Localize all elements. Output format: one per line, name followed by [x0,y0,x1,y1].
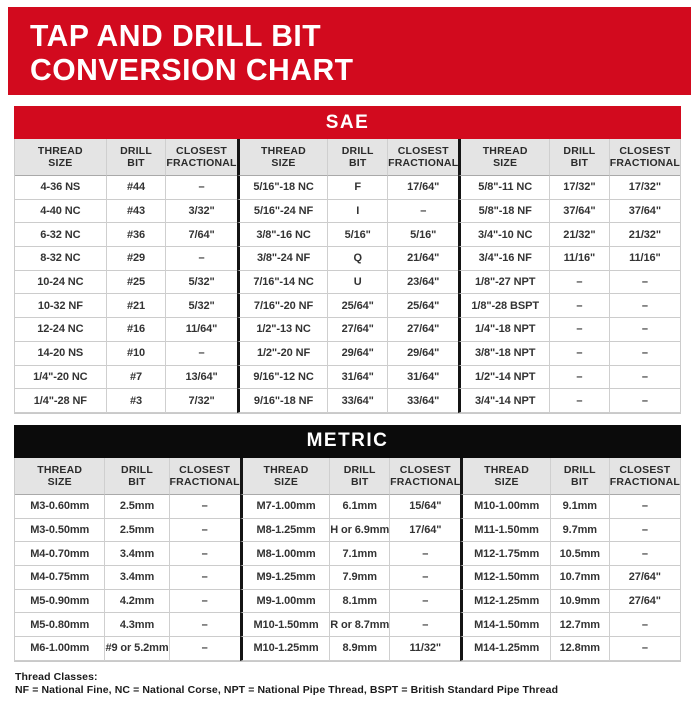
table-cell: 9/16"-18 NF [237,389,328,413]
header-cell: THREAD SIZE [237,139,328,176]
table-cell: – [165,247,236,271]
table-cell: 10-32 NF [15,294,106,318]
table-cell: 17/32" [549,176,609,200]
table-cell: 11/32" [389,637,460,661]
table-cell: 17/32" [609,176,680,200]
table-cell: – [549,389,609,413]
table-cell: 8-32 NC [15,247,106,271]
table-cell: 37/64" [609,200,680,224]
table-cell: 5/32" [165,271,236,295]
table-cell: 17/64" [389,519,460,543]
table-cell: M4-0.75mm [15,566,104,590]
table-cell: 7.9mm [329,566,389,590]
table-cell: – [169,590,240,614]
table-cell: 25/64" [327,294,387,318]
table-cell: 21/32" [609,223,680,247]
table-cell: M5-0.90mm [15,590,104,614]
table-cell: 10.9mm [550,590,609,614]
table-cell: – [165,176,236,200]
table-cell: 5/8"-11 NC [458,176,549,200]
table-cell: 27/64" [327,318,387,342]
header-cell: DRILL BIT [106,139,166,176]
table-cell: – [387,200,458,224]
table-cell: #10 [106,342,166,366]
table-cell: 21/64" [387,247,458,271]
table-cell: – [549,294,609,318]
table-cell: – [169,613,240,637]
metric-section [14,425,681,662]
table-cell: 11/64" [165,318,236,342]
table-cell: 9.1mm [550,495,609,519]
table-cell: 3/4"-10 NC [458,223,549,247]
table-cell: 3/8"-18 NPT [458,342,549,366]
table-cell: F [327,176,387,200]
table-cell: 5/16"-18 NC [237,176,328,200]
table-cell: M7-1.00mm [240,495,329,519]
table-cell: 15/64" [389,495,460,519]
table-cell: – [609,637,680,661]
table-cell: 4-36 NS [15,176,106,200]
table-cell: 5/16"-24 NF [237,200,328,224]
table-cell: I [327,200,387,224]
table-cell: M12-1.25mm [460,590,549,614]
table-cell: 29/64" [327,342,387,366]
table-cell: M8-1.25mm [240,519,329,543]
header-cell: THREAD SIZE [15,139,106,176]
header-cell: THREAD SIZE [15,458,104,495]
table-cell: 37/64" [549,200,609,224]
table-cell: 11/16" [549,247,609,271]
table-cell: 7/32" [165,389,236,413]
table-cell: 11/16" [609,247,680,271]
table-cell: – [169,519,240,543]
table-cell: 3/4"-14 NPT [458,389,549,413]
table-cell: – [169,542,240,566]
header-cell: CLOSEST FRACTIONAL [609,458,680,495]
header-cell: CLOSEST FRACTIONAL [165,139,236,176]
table-cell: 31/64" [387,366,458,390]
table-cell: 9/16"-12 NC [237,366,328,390]
header-cell: DRILL BIT [329,458,389,495]
table-cell: – [165,342,236,366]
table-cell: 1/2"-13 NC [237,318,328,342]
header-cell: CLOSEST FRACTIONAL [389,458,460,495]
table-cell: 1/4"-20 NC [15,366,106,390]
table-cell: R or 8.7mm [329,613,389,637]
table-cell: 17/64" [387,176,458,200]
header-cell: DRILL BIT [549,139,609,176]
table-cell: 5/8"-18 NF [458,200,549,224]
table-cell: 5/32" [165,294,236,318]
table-cell: #7 [106,366,166,390]
table-cell: #36 [106,223,166,247]
table-cell: 10-24 NC [15,271,106,295]
table-cell: #3 [106,389,166,413]
table-cell: – [389,542,460,566]
table-cell: 27/64" [387,318,458,342]
table-cell: U [327,271,387,295]
table-cell: M10-1.25mm [240,637,329,661]
sae-section [14,106,681,414]
table-cell: M10-1.00mm [460,495,549,519]
table-cell: H or 6.9mm [329,519,389,543]
table-cell: 7/16"-20 NF [237,294,328,318]
table-cell: M14-1.25mm [460,637,549,661]
table-cell: 7.1mm [329,542,389,566]
table-cell: M10-1.50mm [240,613,329,637]
table-cell: – [609,366,680,390]
table-cell: – [549,342,609,366]
table-cell: #29 [106,247,166,271]
table-cell: – [609,613,680,637]
table-cell: 1/2"-20 NF [237,342,328,366]
table-cell: 9.7mm [550,519,609,543]
table-cell: 3.4mm [104,542,168,566]
table-cell: 12.7mm [550,613,609,637]
table-cell: 3/32" [165,200,236,224]
table-cell: M12-1.75mm [460,542,549,566]
table-cell: M6-1.00mm [15,637,104,661]
sae-table [14,139,681,414]
table-cell: #9 or 5.2mm [104,637,168,661]
table-cell: 5/16" [327,223,387,247]
table-cell: M4-0.70mm [15,542,104,566]
table-cell: 33/64" [387,389,458,413]
table-cell: 12-24 NC [15,318,106,342]
table-cell: 4.3mm [104,613,168,637]
table-cell: #21 [106,294,166,318]
table-cell: 27/64" [609,590,680,614]
table-cell: – [389,566,460,590]
table-cell: 21/32" [549,223,609,247]
table-cell: 25/64" [387,294,458,318]
table-cell: – [609,271,680,295]
table-cell: 8.1mm [329,590,389,614]
table-cell: #43 [106,200,166,224]
footer-legend: NF = National Fine, NC = National Corse, NPT = National Pipe Thread, BSPT = British Standard Pipe Thread [15,684,559,697]
table-cell: – [169,637,240,661]
footer-thread-classes [15,671,700,698]
header-cell: CLOSEST FRACTIONAL [609,139,680,176]
table-cell: #25 [106,271,166,295]
table-cell: 1/8"-28 BSPT [458,294,549,318]
table-cell: – [609,342,680,366]
table-cell: 7/16"-14 NC [237,271,328,295]
table-cell: 4.2mm [104,590,168,614]
table-cell: 1/2"-14 NPT [458,366,549,390]
metric-table [14,458,681,662]
table-cell: – [169,566,240,590]
table-cell: 3/4"-16 NF [458,247,549,271]
table-cell: #44 [106,176,166,200]
table-cell: 1/4"-18 NPT [458,318,549,342]
table-cell: 1/4"-28 NF [15,389,106,413]
table-cell: 13/64" [165,366,236,390]
table-cell: – [389,613,460,637]
table-cell: M9-1.25mm [240,566,329,590]
sae-band-title: SAE [14,106,681,139]
table-cell: – [609,519,680,543]
header-cell: CLOSEST FRACTIONAL [387,139,458,176]
table-cell: 29/64" [387,342,458,366]
table-cell: M9-1.00mm [240,590,329,614]
table-cell: – [389,590,460,614]
page-title-line1: TAP AND DRILL BIT [30,18,322,53]
table-cell: – [549,271,609,295]
header-cell: THREAD SIZE [458,139,549,176]
metric-band-title: METRIC [14,425,681,458]
table-cell: – [549,366,609,390]
table-cell: Q [327,247,387,271]
table-cell: 23/64" [387,271,458,295]
header-cell: DRILL BIT [104,458,168,495]
header-cell: CLOSEST FRACTIONAL [169,458,240,495]
table-cell: 5/16" [387,223,458,247]
table-cell: 6.1mm [329,495,389,519]
table-cell: M3-0.60mm [15,495,104,519]
table-cell: M8-1.00mm [240,542,329,566]
table-cell: M11-1.50mm [460,519,549,543]
table-cell: 27/64" [609,566,680,590]
table-cell: 7/64" [165,223,236,247]
table-cell: 31/64" [327,366,387,390]
table-cell: 10.7mm [550,566,609,590]
header-cell: DRILL BIT [550,458,609,495]
table-cell: 33/64" [327,389,387,413]
page-title-line2: CONVERSION CHART [30,52,354,87]
table-cell: – [609,495,680,519]
table-cell: 3/8"-16 NC [237,223,328,247]
table-cell: 3/8"-24 NF [237,247,328,271]
table-cell: M12-1.50mm [460,566,549,590]
table-cell: 4-40 NC [15,200,106,224]
table-cell: #16 [106,318,166,342]
footer-heading: Thread Classes: [15,670,98,683]
table-cell: – [549,318,609,342]
table-cell: M14-1.50mm [460,613,549,637]
header-cell: DRILL BIT [327,139,387,176]
table-cell: 3.4mm [104,566,168,590]
table-cell: 1/8"-27 NPT [458,271,549,295]
header-cell: THREAD SIZE [240,458,329,495]
table-cell: M3-0.50mm [15,519,104,543]
table-cell: – [609,318,680,342]
table-cell: M5-0.80mm [15,613,104,637]
table-cell: – [609,542,680,566]
table-cell: 14-20 NS [15,342,106,366]
header-cell: THREAD SIZE [460,458,549,495]
table-cell: 10.5mm [550,542,609,566]
table-cell: 2.5mm [104,495,168,519]
table-cell: – [169,495,240,519]
table-cell: 6-32 NC [15,223,106,247]
table-cell: 8.9mm [329,637,389,661]
page-banner [8,7,691,95]
table-cell: 12.8mm [550,637,609,661]
table-cell: 2.5mm [104,519,168,543]
table-cell: – [609,294,680,318]
table-cell: – [609,389,680,413]
